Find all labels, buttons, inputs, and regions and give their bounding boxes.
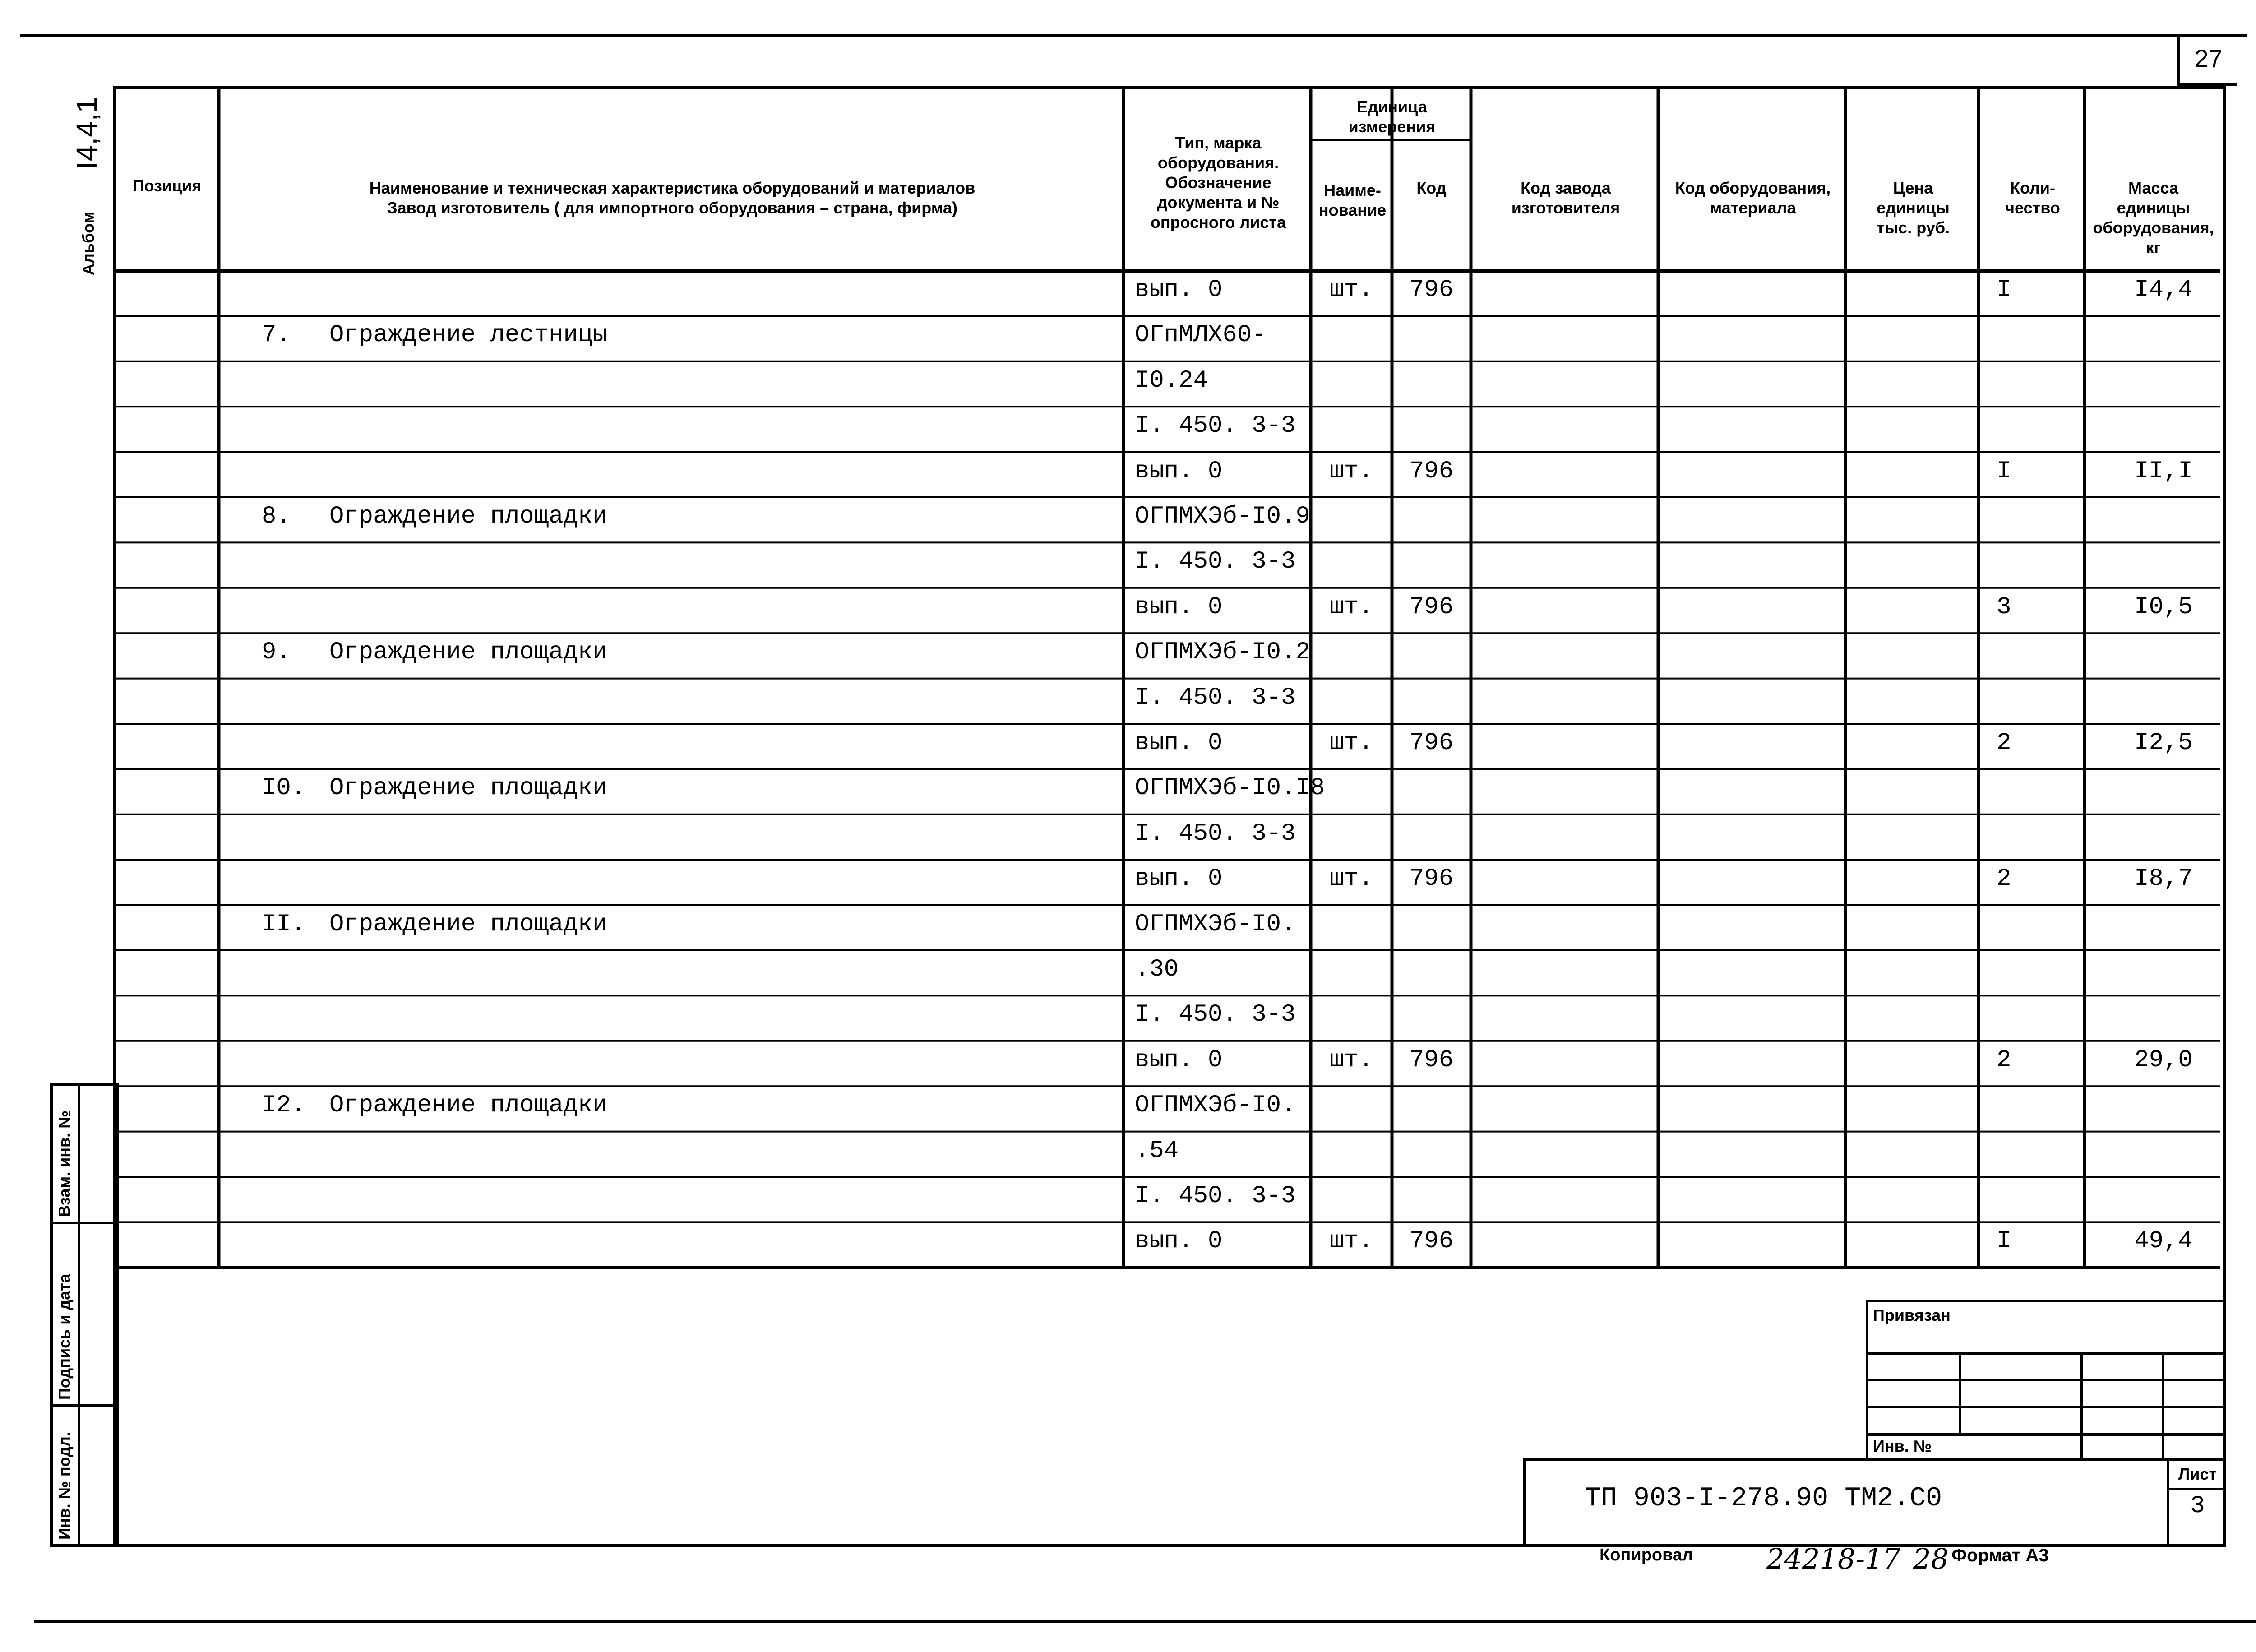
side-stamp bbox=[50, 1083, 119, 1547]
header-name-line2: Завод изготовитель ( для импортного оборудования – страна, фирма) bbox=[387, 199, 957, 217]
header-unit-name-2: нование bbox=[1318, 201, 1387, 219]
row-type-mark: I. 450. 3-3 bbox=[1135, 819, 1296, 847]
header-price-2: единицы bbox=[1877, 199, 1950, 217]
album-value: I4,4,1 bbox=[70, 97, 103, 169]
row-mass: II,I bbox=[2134, 457, 2193, 485]
row-unit-name: шт. bbox=[1329, 1227, 1373, 1255]
header-mass bbox=[2087, 178, 2220, 258]
row-type-mark: ОГПМХЭб-I0.I8 bbox=[1135, 774, 1325, 802]
row-unit-name: шт. bbox=[1329, 1046, 1373, 1074]
frame-top-line bbox=[20, 34, 2247, 37]
row-type-mark: I. 450. 3-3 bbox=[1135, 548, 1296, 576]
row-type-mark: .54 bbox=[1135, 1137, 1179, 1165]
footer-handwritten-extra: 28 bbox=[1913, 1542, 1949, 1575]
side-stamp-orig-inv: Инв. № подл. bbox=[55, 1432, 74, 1540]
row-quantity: 2 bbox=[1997, 1046, 2011, 1074]
row-type-mark: ОГПМХЭб-I0. bbox=[1135, 1092, 1296, 1120]
header-name bbox=[221, 178, 1123, 218]
row-quantity: I bbox=[1997, 457, 2011, 485]
row-type-mark: вып. 0 bbox=[1135, 1227, 1223, 1255]
side-stamp-replace-inv: Взам. инв. № bbox=[55, 1110, 74, 1217]
footer-format-label: Формат А3 bbox=[1951, 1546, 2049, 1565]
row-unit-name: шт. bbox=[1329, 865, 1373, 893]
row-mass: I4,4 bbox=[2134, 276, 2193, 304]
binding-row-line-3 bbox=[1868, 1406, 2223, 1408]
row-name: Ограждение площадки bbox=[329, 639, 607, 666]
row-type-mark: ОГПМХЭб-I0.9 bbox=[1135, 503, 1310, 530]
row-type-mark: .30 bbox=[1135, 956, 1179, 983]
binding-block bbox=[1866, 1300, 2223, 1460]
row-type-mark: вып. 0 bbox=[1135, 457, 1223, 485]
frame-bottom-line bbox=[34, 1620, 2256, 1623]
header-equipment-code bbox=[1660, 178, 1845, 218]
binding-col-line-2 bbox=[2080, 1352, 2083, 1460]
header-type-mark-2: оборудования. bbox=[1157, 153, 1279, 172]
row-unit-name: шт. bbox=[1329, 729, 1373, 757]
header-plant-code-1: Код завода bbox=[1521, 179, 1611, 197]
header-equipment-code-1: Код оборудования, bbox=[1675, 179, 1831, 197]
row-type-mark: вып. 0 bbox=[1135, 593, 1223, 621]
row-unit-code: 796 bbox=[1409, 1227, 1454, 1255]
row-type-mark: вып. 0 bbox=[1135, 276, 1223, 304]
row-name: Ограждение лестницы bbox=[329, 321, 607, 349]
header-mass-4: кг bbox=[2145, 238, 2161, 257]
row-mass: 49,4 bbox=[2134, 1227, 2193, 1255]
header-unit-code: Код bbox=[1416, 179, 1447, 197]
header-quantity-1: Коли- bbox=[2010, 179, 2056, 197]
row-type-mark: ОГпМЛХ60- bbox=[1135, 321, 1267, 349]
row-unit-name: шт. bbox=[1329, 457, 1373, 485]
row-name: Ограждение площадки bbox=[329, 1092, 607, 1120]
header-type-mark-5: опросного листа bbox=[1150, 213, 1286, 231]
row-mass: I2,5 bbox=[2134, 729, 2193, 757]
header-plant-code-2: изготовителя bbox=[1511, 199, 1620, 217]
row-unit-code: 796 bbox=[1409, 593, 1454, 621]
document-code: ТП 903-I-278.90 ТМ2.С0 bbox=[1585, 1483, 1942, 1514]
header-position: Позиция bbox=[132, 176, 202, 195]
row-unit-code: 796 bbox=[1409, 457, 1454, 485]
header-mass-3: оборудования, bbox=[2093, 218, 2214, 237]
binding-label: Привязан bbox=[1873, 1306, 1951, 1324]
row-quantity: I bbox=[1997, 276, 2011, 304]
sheet-number: 27 bbox=[2177, 34, 2237, 86]
title-sheet-value: 3 bbox=[2190, 1492, 2205, 1520]
binding-row-line-2 bbox=[1868, 1379, 2223, 1381]
binding-col-line-1 bbox=[1959, 1352, 1961, 1433]
binding-col-line-3 bbox=[2162, 1352, 2164, 1460]
header-price bbox=[1848, 178, 1979, 238]
row-unit-name: шт. bbox=[1329, 276, 1373, 304]
side-stamp-signature-date: Подпись и дата bbox=[55, 1274, 74, 1400]
header-unit-group-1: Единица bbox=[1357, 97, 1427, 116]
header-name-line1: Наименование и техническая характеристика оборудований и материалов bbox=[369, 179, 975, 197]
row-position: I0. bbox=[262, 774, 306, 802]
row-mass: 29,0 bbox=[2134, 1046, 2193, 1074]
row-unit-name: шт. bbox=[1329, 593, 1373, 621]
row-unit-code: 796 bbox=[1409, 865, 1454, 893]
row-quantity: 3 bbox=[1997, 593, 2011, 621]
row-type-mark: вып. 0 bbox=[1135, 1046, 1223, 1074]
header-unit-name bbox=[1313, 180, 1392, 220]
side-stamp-divider-1 bbox=[53, 1222, 116, 1224]
row-type-mark: I. 450. 3-3 bbox=[1135, 684, 1296, 712]
row-quantity: 2 bbox=[1997, 729, 2011, 757]
row-position: 9. bbox=[262, 639, 291, 666]
footer-handwritten-number: 24218-17 bbox=[1766, 1542, 1901, 1575]
row-mass: I8,7 bbox=[2134, 865, 2193, 893]
header-unit-group-2: измерения bbox=[1348, 117, 1436, 136]
row-unit-code: 796 bbox=[1409, 1046, 1454, 1074]
row-type-mark: I0.24 bbox=[1135, 366, 1208, 394]
header-price-3: тыс. руб. bbox=[1876, 218, 1950, 237]
binding-row-line-4 bbox=[1868, 1433, 2223, 1436]
row-name: Ограждение площадки bbox=[329, 774, 607, 802]
row-type-mark: ОГПМХЭб-I0. bbox=[1135, 910, 1296, 938]
header-quantity bbox=[1981, 178, 2085, 218]
binding-row-line-1 bbox=[1868, 1352, 2223, 1355]
row-type-mark: I. 450. 3-3 bbox=[1135, 1182, 1296, 1210]
row-position: I2. bbox=[262, 1092, 306, 1120]
row-type-mark: I. 450. 3-3 bbox=[1135, 412, 1296, 440]
row-type-mark: вып. 0 bbox=[1135, 729, 1223, 757]
row-quantity: 2 bbox=[1997, 865, 2011, 893]
header-unit-name-1: Наиме- bbox=[1324, 181, 1381, 199]
row-type-mark: ОГПМХЭб-I0.2 bbox=[1135, 639, 1310, 666]
header-mass-2: единицы bbox=[2117, 199, 2190, 217]
header-equipment-code-2: материала bbox=[1710, 199, 1796, 217]
side-stamp-divider-2 bbox=[53, 1404, 116, 1407]
title-block bbox=[1523, 1458, 2223, 1544]
row-position: 8. bbox=[262, 503, 291, 530]
header-type-mark bbox=[1126, 133, 1311, 232]
row-mass: I0,5 bbox=[2134, 593, 2193, 621]
row-name: Ограждение площадки bbox=[329, 503, 607, 530]
title-sheet-label: Лист bbox=[2169, 1461, 2226, 1490]
title-sheet-cell bbox=[2167, 1461, 2226, 1544]
header-plant-code bbox=[1473, 178, 1658, 218]
header-price-1: Цена bbox=[1893, 179, 1933, 197]
row-position: 7. bbox=[262, 321, 291, 349]
header-type-mark-4: документа и № bbox=[1157, 193, 1280, 212]
row-unit-code: 796 bbox=[1409, 729, 1454, 757]
row-type-mark: вып. 0 bbox=[1135, 865, 1223, 893]
header-unit-group bbox=[1313, 97, 1471, 137]
header-type-mark-1: Тип, марка bbox=[1175, 134, 1262, 152]
row-name: Ограждение площадки bbox=[329, 910, 607, 938]
header-mass-1: Масса bbox=[2128, 179, 2178, 197]
header-type-mark-3: Обозначение bbox=[1165, 173, 1271, 192]
album-label: Альбом bbox=[79, 211, 97, 275]
row-quantity: I bbox=[1997, 1227, 2011, 1255]
binding-inv-label: Инв. № bbox=[1873, 1437, 1932, 1455]
row-type-mark: I. 450. 3-3 bbox=[1135, 1001, 1296, 1029]
row-unit-code: 796 bbox=[1409, 276, 1454, 304]
row-position: II. bbox=[262, 910, 306, 938]
header-quantity-2: чество bbox=[2005, 199, 2060, 217]
footer-copied-label: Копировал bbox=[1600, 1546, 1693, 1564]
